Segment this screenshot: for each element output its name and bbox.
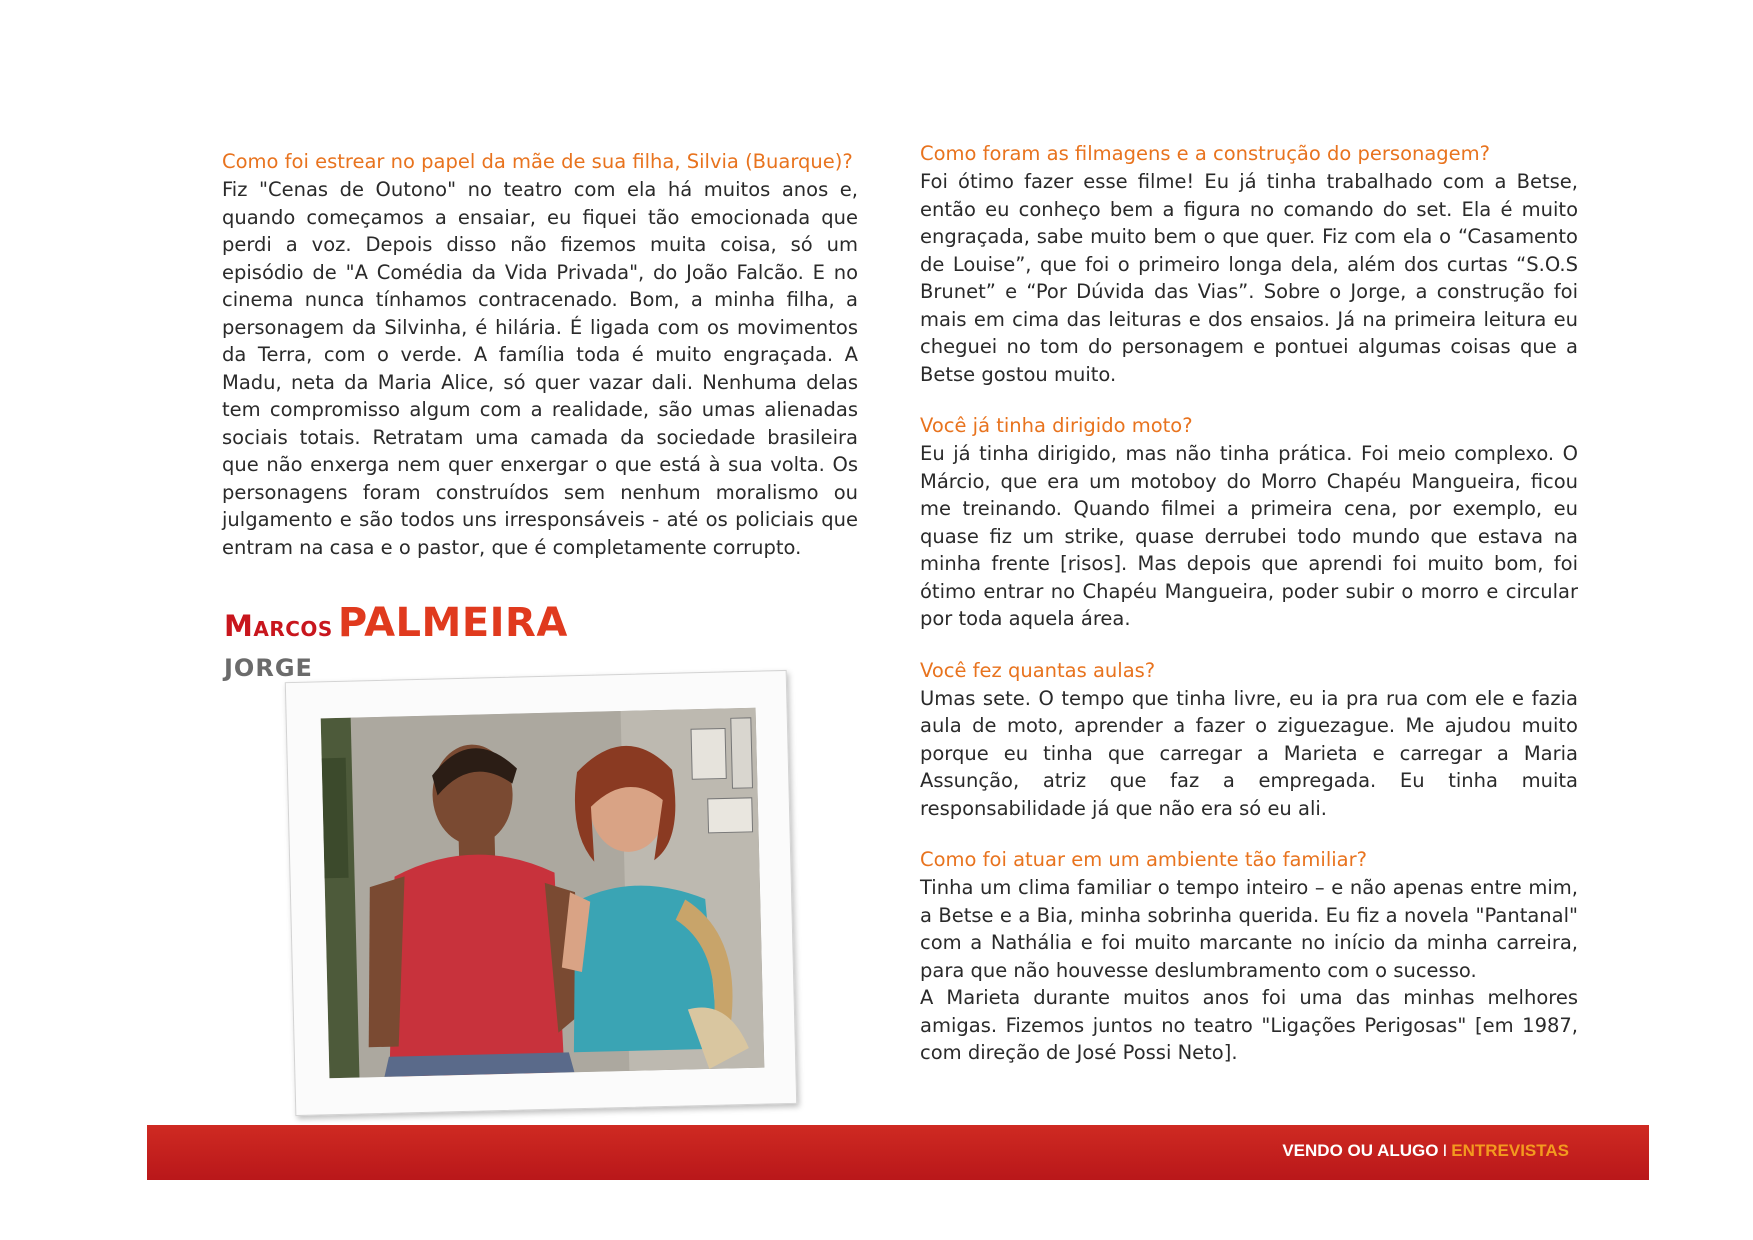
question-heading: Como foram as filmagens e a construção do personagem? <box>920 142 1491 165</box>
footer-label <box>1282 1141 1569 1161</box>
profile-role: JORGE <box>224 654 313 682</box>
profile-last-name: PALMEIRA <box>337 600 568 646</box>
answer-paragraph: Tinha um clima familiar o tempo inteiro – e não apenas entre mim, a Betse e a Bia, minha sobrinha querida. Eu fiz a novela "Pantanal" com a Nathália e foi muito marcante no início da minha carreira, para que não houvesse deslumbramento com o sucesso. <box>920 876 1578 982</box>
answer-paragraph: Fiz "Cenas de Outono" no teatro com ela há muitos anos e, quando começamos a ensaiar, eu fiquei tão emocionada que perdi a voz. Depois disso não fizemos muita coisa, só um episódio de "A Comédia da Vida Privada", do João Falcão. E no cinema nunca tínhamos contracenado. Bom, a minha filha, a personagem da Silvinha, é hilária. É ligada com os movimentos da Terra, com o verde. A família toda é muito engraçada. A Madu, neta da Maria Alice, só quer vazar dali. Nenhuma delas tem compromisso algum com a realidade, são umas alienadas sociais totais. Retratam uma camada da sociedade brasileira que não enxerga nem quer enxergar o que está à sua volta. Os personagens foram construídos sem nenhum moralismo ou julgamento e são todos uns irresponsáveis - até os policiais que entram na casa e o pastor, que é completamente corrupto. <box>222 178 858 559</box>
photo-illustration <box>321 708 765 1079</box>
question-heading: Você já tinha dirigido moto? <box>920 414 1193 437</box>
footer-bar <box>147 1125 1649 1180</box>
question-heading: Como foi estrear no papel da mãe de sua filha, Silvia (Buarque)? <box>222 150 853 173</box>
answer-paragraph: Umas sete. O tempo que tinha livre, eu ia pra rua com ele e fazia aula de moto, aprender a fazer o ziguezague. Me ajudou muito porque eu tinha que carregar a Marieta e carregar a Maria Assunção, atriz que faz a empregada. Eu tinha muita responsabilidade já que não era só eu ali. <box>920 686 1578 820</box>
footer-publication: VENDO OU ALUGO <box>1282 1141 1439 1160</box>
qa-block-motorcycle <box>920 412 1578 633</box>
qa-block-lessons <box>920 657 1578 823</box>
answer-paragraph: Eu já tinha dirigido, mas não tinha prática. Foi meio complexo. O Márcio, que era um motoboy do Morro Chapéu Mangueira, ficou me treinando. Quando filmei a primeira cena, por exemplo, eu quase fiz um strike, quase derrubei todo mundo que estava na minha frente [risos]. Mas depois que aprendi foi muito bom, foi ótimo entrar no Chapéu Mangueira, poder subir o morro e circular por toda aquela área. <box>920 442 1578 630</box>
footer-section: ENTREVISTAS <box>1451 1141 1569 1160</box>
answer-paragraph-continued: A Marieta durante muitos anos foi uma das minhas melhores amigas. Fizemos juntos no teatro "Ligações Perigosas" [em 1987, com direção de José Possi Neto]. <box>920 986 1578 1064</box>
left-column <box>222 148 858 585</box>
qa-block-family <box>920 846 1578 1067</box>
question-heading: Como foi atuar em um ambiente tão familiar? <box>920 848 1367 871</box>
qa-block-filming <box>920 140 1578 388</box>
question-heading: Você fez quantas aulas? <box>920 658 1156 682</box>
profile-first-name: Marcos <box>224 609 333 643</box>
footer-separator: I <box>1442 1141 1448 1160</box>
profile-heading <box>224 600 568 682</box>
photo-frame <box>285 670 797 1116</box>
answer-paragraph: Foi ótimo fazer esse filme! Eu já tinha trabalhado com a Betse, então eu conheço bem a figura no comando do set. Ela é muito engraçada, sabe muito bem o que quer. Fiz com ela o “Casamento de Louise”, que foi o primeiro longa dela, além dos curtas “S.O.S Brunet” e “Por Dúvida das Vias”. Sobre o Jorge, a construção foi mais em cima das leituras e dos ensaios. Já na primeira leitura eu cheguei no tom do personagem e pontuei algumas coisas que a Betse gostou muito. <box>920 170 1578 386</box>
right-column <box>920 140 1578 1091</box>
actor-photo <box>321 708 765 1079</box>
qa-block-mother-role <box>222 148 858 561</box>
